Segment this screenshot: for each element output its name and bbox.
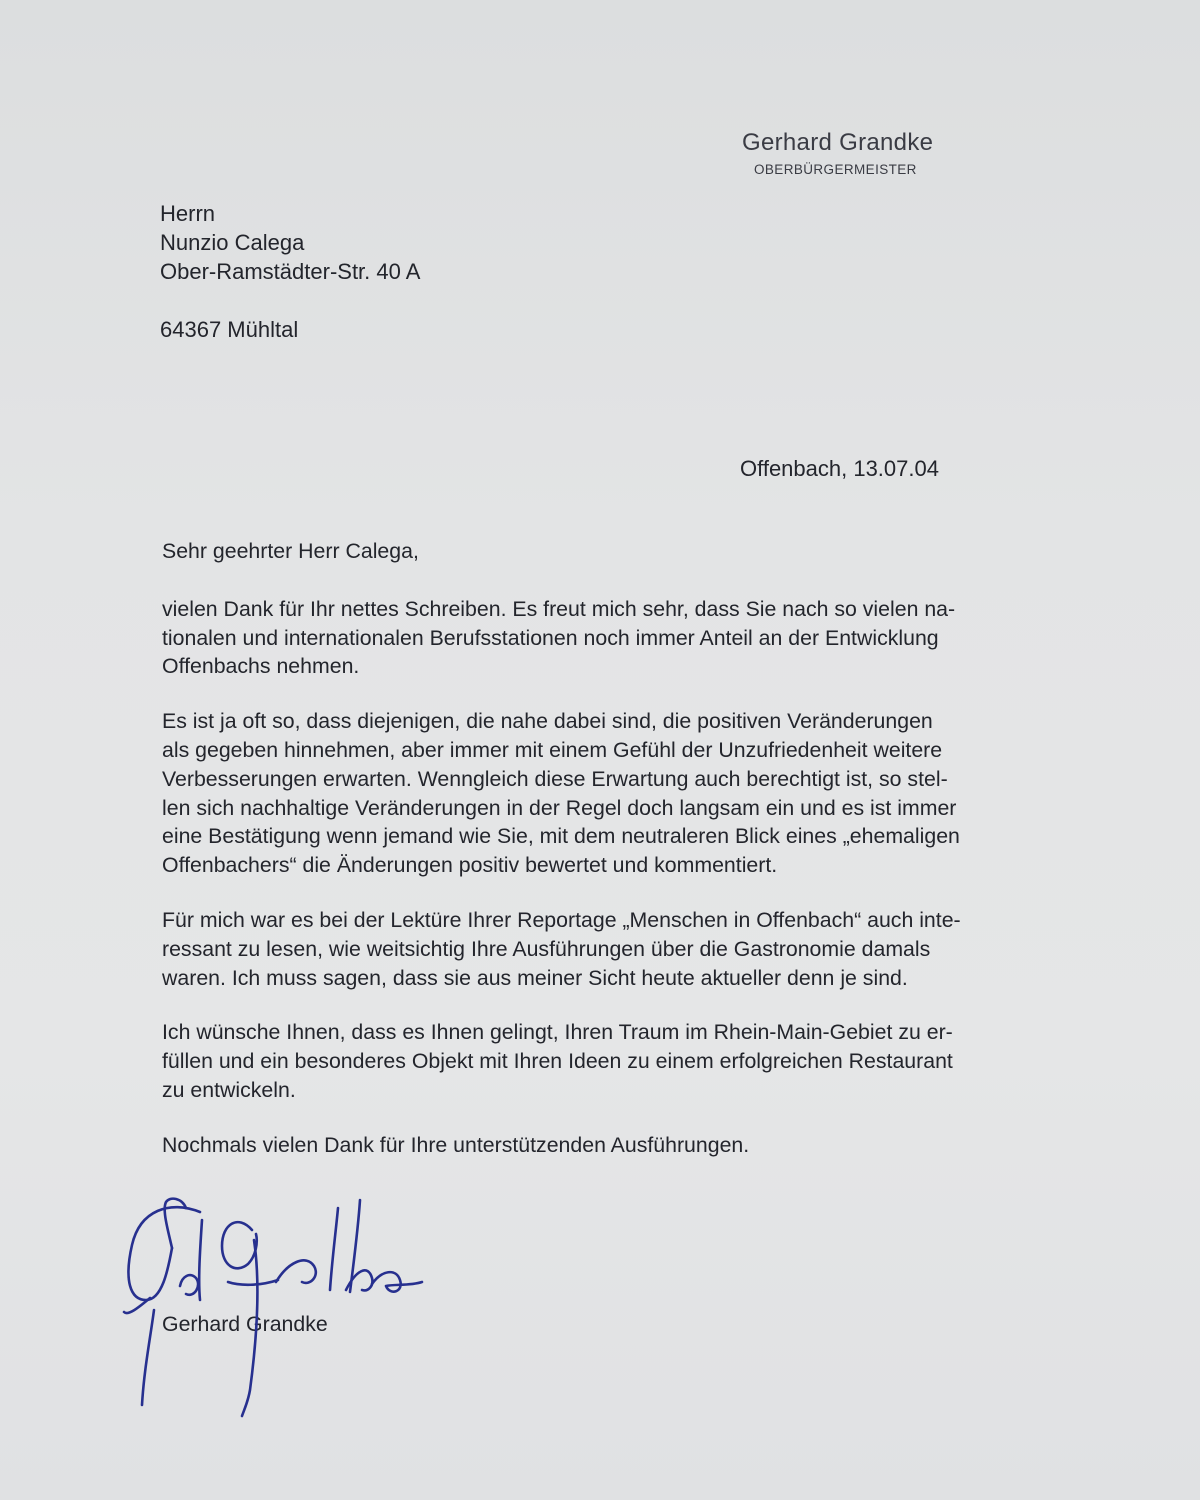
paragraph-line: waren. Ich muss sagen, dass sie aus meiner Sicht heute aktueller denn je sind. (162, 965, 908, 990)
paragraph-3 (162, 906, 1082, 992)
paragraph-1 (162, 595, 1082, 681)
paragraph-line: Es ist ja oft so, dass diejenigen, die nahe dabei sind, die positiven Veränderungen (162, 709, 933, 734)
paragraph-line: Für mich war es bei der Lektüre Ihrer Reportage „Menschen in Offenbach“ auch inte- (162, 907, 961, 932)
recipient-address (160, 199, 420, 344)
paragraph-line: füllen und ein besonderes Objekt mit Ihren Ideen zu einem erfolgreichen Restaurant (162, 1049, 953, 1074)
sender-name: Gerhard Grandke (742, 129, 934, 156)
letter-date: Offenbach, 13.07.04 (740, 456, 939, 481)
paragraph-4 (162, 1018, 1082, 1104)
handwritten-signature (110, 1190, 440, 1420)
paragraph-line: len sich nachhaltige Veränderungen in der Regel doch langsam ein und es ist immer (162, 795, 957, 820)
paragraph-line: eine Bestätigung wenn jemand wie Sie, mit dem neutraleren Blick eines „ehemaligen (162, 824, 960, 849)
paragraph-line: Offenbachs nehmen. (162, 654, 360, 679)
paragraph-5 (162, 1131, 1082, 1160)
recipient-street: Ober-Ramstädter-Str. 40 A (160, 259, 421, 284)
paragraph-line: Nochmals vielen Dank für Ihre unterstützenden Ausführungen. (162, 1132, 750, 1157)
recipient-name: Nunzio Calega (160, 230, 305, 255)
paragraph-line: als gegeben hinnehmen, aber immer mit einem Gefühl der Unzufriedenheit weitere (162, 737, 943, 762)
paragraph-2 (162, 707, 1082, 880)
salutation: Sehr geehrter Herr Calega, (162, 539, 419, 563)
recipient-city: 64367 Mühltal (160, 317, 299, 342)
paragraph-line: vielen Dank für Ihr nettes Schreiben. Es freut mich sehr, dass Sie nach so vielen na- (162, 596, 956, 621)
sender-title: OBERBÜRGERMEISTER (754, 162, 917, 177)
paragraph-line: tionalen und internationalen Berufsstationen noch immer Anteil an der Entwicklung (162, 625, 939, 650)
paragraph-line: ressant zu lesen, wie weitsichtig Ihre Ausführungen über die Gastronomie damals (162, 936, 931, 961)
paragraph-line: Verbesserungen erwarten. Wenngleich diese Erwartung auch berechtigt ist, so stel- (162, 766, 948, 791)
paragraph-line: zu entwickeln. (162, 1077, 296, 1102)
paragraph-line: Offenbachers“ die Änderungen positiv bewertet und kommentiert. (162, 853, 778, 878)
letterhead (742, 128, 1002, 177)
printed-signature-name: Gerhard Grandke (162, 1311, 328, 1336)
paragraph-line: Ich wünsche Ihnen, dass es Ihnen gelingt, Ihren Traum im Rhein-Main-Gebiet zu er- (162, 1020, 953, 1045)
recipient-salutation-line: Herrn (160, 201, 216, 226)
